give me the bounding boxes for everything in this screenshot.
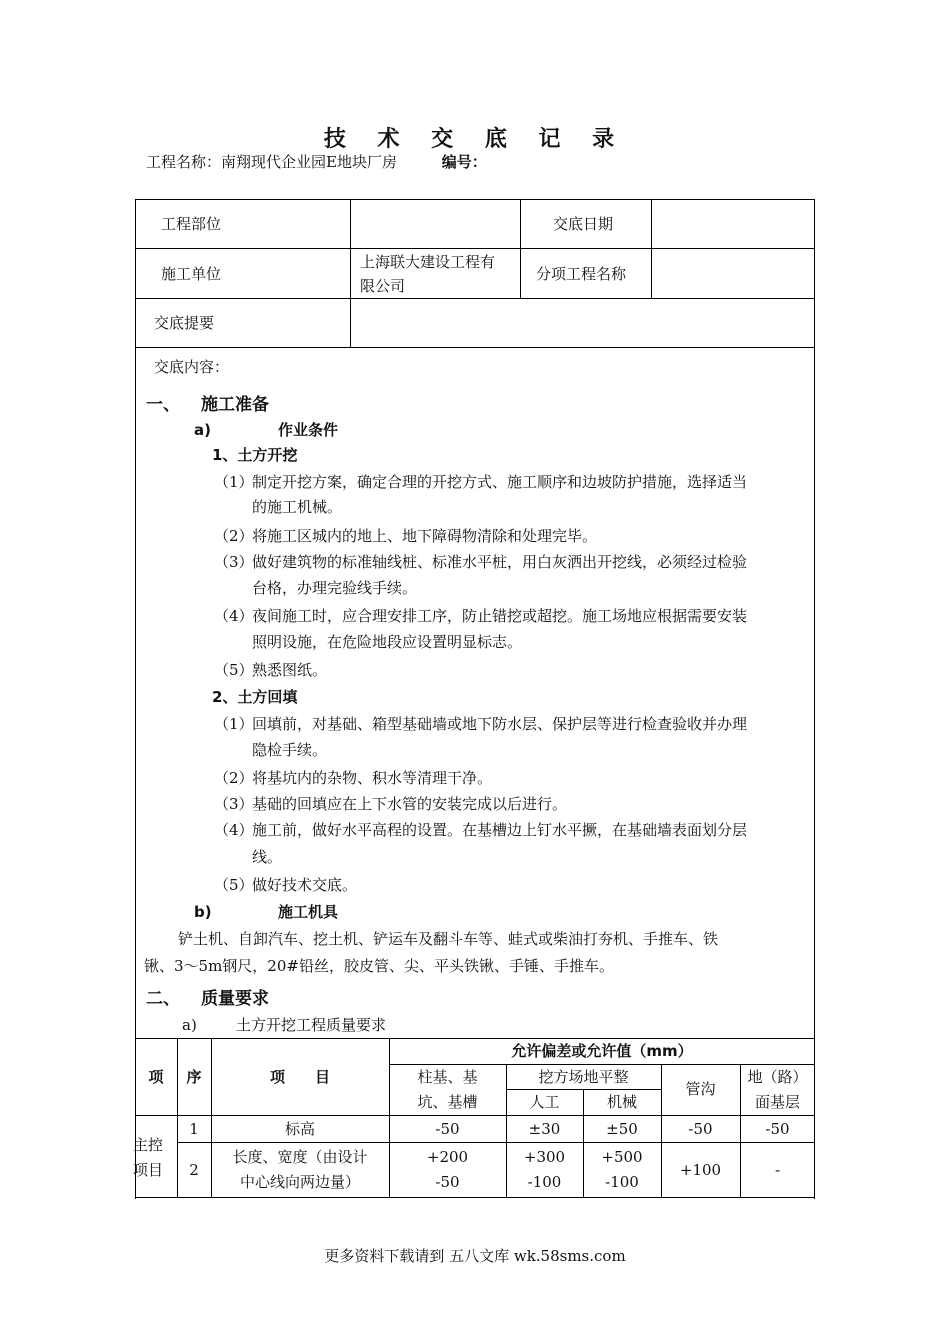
row1-pit: -50 xyxy=(435,1120,460,1138)
list-item-text: 做好建筑物的标准轴线桩、标准水平桩，用白灰洒出开挖线，必须经过检验 xyxy=(252,553,748,571)
header-seq: 序 xyxy=(186,1068,202,1086)
subitem-label: 分项工程名称 xyxy=(536,265,627,283)
list-item-text: 的施工机械。 xyxy=(252,498,343,516)
header-trench: 管沟 xyxy=(685,1080,716,1098)
table-border xyxy=(135,1115,815,1116)
code-label: 编号： xyxy=(441,153,487,171)
summary-label: 交底提要 xyxy=(154,314,215,332)
header-pit-line2: 坑、基槽 xyxy=(417,1093,478,1111)
row1-trench: -50 xyxy=(688,1120,713,1138)
row1-seq: 1 xyxy=(189,1120,199,1138)
list-item-number: （4） xyxy=(214,821,254,839)
section2a-number: a) xyxy=(182,1016,197,1034)
divider xyxy=(350,199,351,347)
list-item-text: 照明设施，在危险地段应设置明显标志。 xyxy=(252,633,523,651)
divider xyxy=(520,199,521,298)
header-pit-line1: 柱基、基 xyxy=(417,1068,478,1086)
tools-text-line1: 铲土机、自卸汽车、挖土机、铲运车及翻斗车等、蛙式或柴油打夯机、手推车、铁 xyxy=(178,930,719,948)
section2-number: 二、 xyxy=(146,989,180,1009)
header-road-line2: 面基层 xyxy=(754,1093,800,1111)
table-border xyxy=(177,1142,815,1143)
row2-item-line1: 长度、宽度（由设计 xyxy=(232,1148,368,1166)
subsection-backfill: 2、土方回填 xyxy=(212,688,298,706)
unit-value-line2: 限公司 xyxy=(360,277,406,295)
content-label: 交底内容： xyxy=(154,358,230,376)
row2-machine-line2: -100 xyxy=(605,1173,639,1191)
header-site-leveling: 挖方场地平整 xyxy=(538,1068,629,1086)
project-name: 工程名称：南翔现代企业园E地块厂房 xyxy=(146,153,397,171)
row2-seq: 2 xyxy=(189,1161,199,1179)
list-item-number: （5） xyxy=(214,876,254,894)
date-label: 交底日期 xyxy=(553,215,614,233)
row2-manual-line1: +300 xyxy=(523,1148,566,1166)
section1b-title: 施工机具 xyxy=(278,903,339,921)
header-machine: 机械 xyxy=(606,1093,637,1111)
list-item-text: 熟悉图纸。 xyxy=(252,661,328,679)
header-item: 项 目 xyxy=(269,1068,330,1086)
list-item-number: （2） xyxy=(214,527,254,545)
list-item-number: （4） xyxy=(214,607,254,625)
divider xyxy=(651,199,652,298)
subsection-excavation: 1、土方开挖 xyxy=(212,446,298,464)
list-item-text: 将施工区城内的地上、地下障碍物清除和处理完毕。 xyxy=(252,527,598,545)
document-title: 技 术 交 底 记 录 xyxy=(323,127,627,152)
row2-machine-line1: +500 xyxy=(601,1148,643,1166)
row2-pit-line1: +200 xyxy=(426,1148,469,1166)
header-road-line1: 地（路） xyxy=(747,1068,808,1086)
list-item-text: 隐检手续。 xyxy=(252,741,328,759)
header-item-type: 项 xyxy=(148,1068,164,1086)
divider xyxy=(135,298,815,299)
list-item-text: 制定开挖方案，确定合理的开挖方式、施工顺序和边坡防护措施，选择适当 xyxy=(252,473,748,491)
unit-label: 施工单位 xyxy=(161,265,222,283)
row1-road: -50 xyxy=(765,1120,790,1138)
row1-machine: ±50 xyxy=(606,1120,638,1138)
part-label: 工程部位 xyxy=(161,215,222,233)
header-manual: 人工 xyxy=(529,1093,560,1111)
list-item-number: （3） xyxy=(214,795,254,813)
divider xyxy=(135,248,815,249)
section1a-title: 作业条件 xyxy=(278,421,339,439)
row1-manual: ±30 xyxy=(528,1120,561,1138)
group-label-line1: 主控 xyxy=(133,1136,164,1154)
list-item-number: （1） xyxy=(214,473,254,491)
section2a-title: 土方开挖工程质量要求 xyxy=(236,1016,387,1034)
row2-item-line2: 中心线向两边量） xyxy=(239,1173,360,1191)
list-item-text: 夜间施工时，应合理安排工序，防止错挖或超挖。施工场地应根据需要安装 xyxy=(252,607,748,625)
divider xyxy=(135,347,815,348)
header-tolerance: 允许偏差或允许值（mm） xyxy=(511,1042,693,1060)
row2-road: - xyxy=(774,1161,781,1179)
list-item-number: （1） xyxy=(214,715,254,733)
row2-trench: +100 xyxy=(679,1161,722,1179)
list-item-text: 回填前，对基础、箱型基础墙或地下防水层、保护层等进行检查验收并办理 xyxy=(252,715,748,733)
list-item-text: 台格，办理完验线手续。 xyxy=(252,579,418,597)
project-line xyxy=(146,151,487,172)
section1-number: 一、 xyxy=(146,395,180,415)
section1-title: 施工准备 xyxy=(201,395,269,415)
row1-item: 标高 xyxy=(284,1120,315,1138)
section2-title: 质量要求 xyxy=(201,989,269,1009)
table-border xyxy=(135,1197,815,1198)
group-label-line2: 项目 xyxy=(133,1161,164,1179)
footer-text: 更多资料下载请到 五八文库 wk.58sms.com xyxy=(324,1247,626,1265)
list-item-text: 基础的回填应在上下水管的安装完成以后进行。 xyxy=(252,795,568,813)
list-item-text: 线。 xyxy=(252,848,283,866)
list-item-number: （3） xyxy=(214,553,254,571)
list-item-number: （2） xyxy=(214,769,254,787)
list-item-text: 做好技术交底。 xyxy=(252,876,358,894)
row2-manual-line2: -100 xyxy=(527,1173,562,1191)
tools-text-line2: 锹、3～5m钢尺，20#铅丝，胶皮管、尖、平头铁锹、手锤、手推车。 xyxy=(144,957,614,975)
row2-pit-line2: -50 xyxy=(435,1173,460,1191)
unit-value-line1: 上海联大建设工程有 xyxy=(360,253,496,271)
list-item-number: （5） xyxy=(214,661,254,679)
section1a-number: a) xyxy=(194,421,211,439)
list-item-text: 将基坑内的杂物、积水等清理干净。 xyxy=(252,769,493,787)
list-item-text: 施工前，做好水平高程的设置。在基槽边上钉水平撅，在基础墙表面划分层 xyxy=(252,821,748,839)
section1b-number: b) xyxy=(194,903,212,921)
